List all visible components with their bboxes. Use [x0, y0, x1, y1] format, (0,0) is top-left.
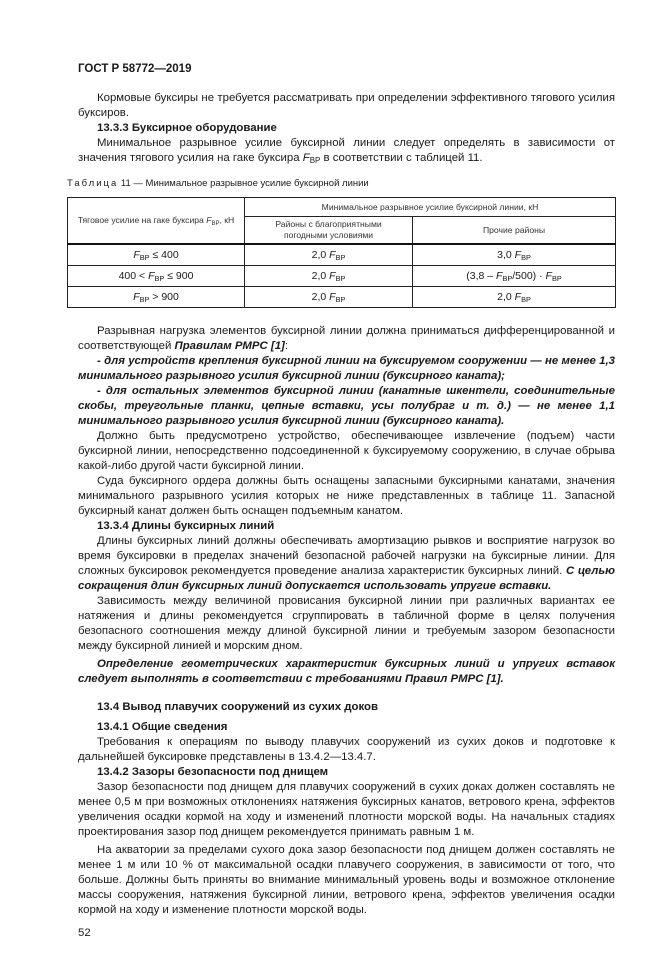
heading-13-3-4: 13.3.4 Длины буксирных линий [97, 520, 275, 532]
section-middle [78, 324, 615, 687]
cell: $(3,8 - F_{ВР}/500) \cdot F_{ВР}$ [413, 266, 616, 287]
header-tow-force [68, 198, 245, 245]
document-page [67, 0, 615, 961]
page-number: 52 [78, 927, 91, 939]
paragraph: Длины буксирных линий должны обеспечивать амортизацию рывков и восприятие нагрузок во время буксировки в пределах значений безопасной рабочей нагрузки на буксирные линии. Для сложных буксировок рекомендуется проведение анализа характеристик буксирных линий. С целью сокращения длин буксирных линий допускается использовать упругие вставки. [78, 535, 615, 592]
table-11 [67, 197, 616, 308]
paragraph: Зазор безопасности под днищем для плавучих сооружений в сухих доках должен составлять не менее 0,5 м при возможных отклонениях натяжения буксирных канатов, ветрового крена, эффектов увеличения осадки кормой на ходу и изменений плотности морской воды. На начальных стадиях проектирования зазор под днищем рекомендуется принимать равным 1 м. [78, 781, 615, 838]
cell: 2,0 $F_{ВР}$ [245, 287, 413, 308]
header-favorable: Районы с благоприятными погодными условиями [245, 217, 413, 245]
document-header: ГОСТ Р 58772—2019 [78, 63, 192, 75]
subscript: ВР [309, 156, 321, 165]
text: Минимальное разрывное усилие буксирной линии следует определять в зависимости от значения тягового усилия на гаке буксира [78, 137, 615, 164]
paragraph: Суда буксирного ордера должны быть оснащены запасными буксирными канатами, значения минимального разрывного усилия которых не ниже представленных в таблице 11. Запасной буксирный канат должен быть оснащен подъемным канатом. [78, 475, 615, 517]
heading-13-4-2: 13.4.2 Зазоры безопасности под днищем [97, 766, 329, 778]
paragraph: Кормовые буксиры не требуется рассматривать при определении эффективного тягового усилия буксиров. [78, 92, 615, 119]
text: , кН [219, 215, 235, 225]
cell: $400 < F_{ВР} \le 900$ [68, 266, 245, 287]
cell: 2,0 $F_{ВР}$ [245, 244, 413, 266]
header-group: Минимальное разрывное усилие буксирной линии, кН [245, 198, 616, 217]
cell: $F_{ВР} > 900$ [68, 287, 245, 308]
paragraph: Требования к операциям по выводу плавучих сооружений из сухих доков и подготовке к дальнейшей буксировке представлены в 13.4.2—13.4.7. [78, 736, 615, 763]
header-other: Прочие районы [413, 217, 616, 245]
paragraph-bold-italic: Определение геометрических характеристик буксирных линий и упругих вставок следует выполнять в соответствии с требованиями Правил РМРС [1]. [78, 658, 615, 685]
paragraph: На акватории за пределами сухого дока зазор безопасности под днищем должен составлять не менее 1 м или 10 % от максимальной осадки плавучего сооружения, в зависимости от того, что больше. Должны быть приняты во внимание минимальный уровень воды и возможное отклонение массы сооружения, натяжения буксирной линии, ветрового крена, эффектов увеличения осадки кормой на ходу и изменение плотности морской воды. [78, 844, 615, 916]
cell: 2,0 $F_{ВР}$ [413, 287, 616, 308]
paragraph [78, 136, 615, 166]
table-row [68, 244, 616, 266]
cell: 3,0 $F_{ВР}$ [413, 244, 616, 266]
table-row [68, 266, 616, 287]
caption-label: Таблица [67, 178, 119, 189]
paragraph: Зависимость между величиной провисания буксирной линии при различных вариантах ее натяжения и длины рекомендуется сгруппировать в табличной форме в целях получения безопасного соотношения между длиной буксирной линии и требуемым зазором безопасности между буксирной линией и морским дном. [78, 595, 615, 652]
paragraph: Разрывная нагрузка элементов буксирной линии должна приниматься дифференцированной и соответствующей Правилам РМРС [1]: [78, 325, 615, 352]
heading-13-4: 13.4 Вывод плавучих сооружений из сухих доков [97, 701, 378, 713]
caption-text: 11 — Минимальное разрывное усилие буксирной линии [118, 178, 369, 189]
section-top [78, 91, 615, 166]
paragraph-bold-italic: - для остальных элементов буксирной линии (канатные шкентели, соединительные скобы, треугольные планки, цепные вставки, усы полубраг и т. д.) — не менее 1,1 минимального разрывного усилия буксирной линии (буксирного каната). [78, 385, 615, 427]
cell: $F_{ВР} \le 400$ [68, 244, 245, 266]
text: Тяговое усилие на гаке буксира [77, 215, 207, 225]
subscript: ВР [211, 221, 220, 227]
symbol: F [206, 215, 212, 225]
heading-13-3-3: 13.3.3 Буксирное оборудование [97, 122, 277, 134]
paragraph-bold-italic: - для устройств крепления буксирной линии на буксируемом сооружении — не менее 1,3 минимального разрывного усилия буксирной линии (буксирного каната); [78, 355, 615, 382]
symbol: F [302, 152, 310, 164]
cell: 2,0 $F_{ВР}$ [245, 266, 413, 287]
section-13-4 [78, 700, 615, 918]
paragraph: Должно быть предусмотрено устройство, обеспечивающее извлечение (подъем) части буксирной линии, непосредственно подсоединенной к буксируемому сооружению, в случае обрыва какой-либо другой части буксирной линии. [78, 430, 615, 472]
heading-13-4-1: 13.4.1 Общие сведения [97, 721, 228, 733]
table-caption [67, 178, 615, 190]
text: в соответствии с таблицей 11. [320, 152, 483, 164]
table-row [68, 287, 616, 308]
